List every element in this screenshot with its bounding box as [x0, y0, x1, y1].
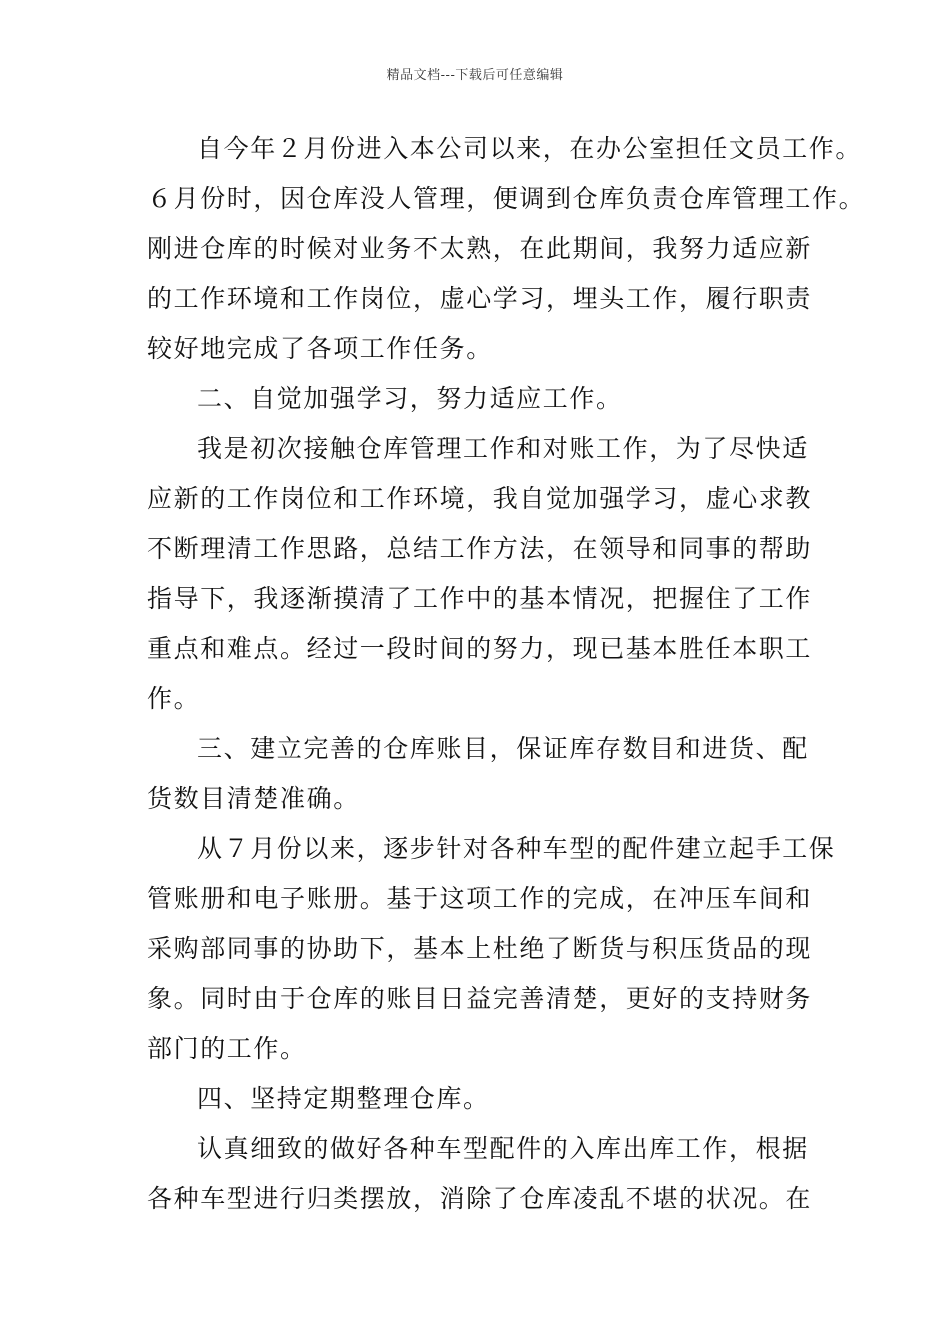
text-line: ６月份时，因仓库没人管理，便调到仓库负责仓库管理工作。 — [147, 184, 866, 213]
text-line: 我是初次接触仓库管理工作和对账工作，为了尽快适 — [197, 434, 809, 463]
text-line: 刚进仓库的时候对业务不太熟，在此期间，我努力适应新 — [147, 234, 813, 263]
text-line: 作。 — [147, 684, 201, 713]
text-line: 指导下，我逐渐摸清了工作中的基本情况，把握住了工作 — [147, 584, 813, 613]
document-body — [147, 124, 866, 1224]
section-heading: 二、自觉加强学习，努力适应工作。 — [197, 384, 623, 413]
text-line: 应新的工作岗位和工作环境，我自觉加强学习，虚心求教 — [147, 484, 813, 513]
text-line: 采购部同事的协助下，基本上杜绝了断货与积压货品的现 — [147, 934, 813, 963]
text-line: 的工作环境和工作岗位，虚心学习，埋头工作，履行职责 — [147, 284, 813, 313]
text-line: 较好地完成了各项工作任务。 — [147, 334, 493, 363]
text-line: 重点和难点。经过一段时间的努力，现已基本胜任本职工 — [147, 634, 813, 663]
section-heading: 三、建立完善的仓库账目，保证库存数目和进货、配 — [197, 734, 809, 763]
text-line: 认真细致的做好各种车型配件的入库出库工作，根据 — [197, 1134, 809, 1163]
text-line: 管账册和电子账册。基于这项工作的完成，在冲压车间和 — [147, 884, 813, 913]
page-header: 精品文档---下载后可任意编辑 — [386, 68, 564, 83]
section-heading: 货数目清楚准确。 — [147, 784, 360, 813]
text-line: 部门的工作。 — [147, 1034, 307, 1063]
text-line: 从７月份以来，逐步针对各种车型的配件建立起手工保 — [197, 834, 836, 863]
text-line: 不断理清工作思路，总结工作方法，在领导和同事的帮助 — [147, 534, 813, 563]
section-heading: 四、坚持定期整理仓库。 — [197, 1084, 490, 1113]
text-line: 各种车型进行归类摆放，消除了仓库凌乱不堪的状况。在 — [147, 1184, 813, 1213]
text-line: 自今年２月份进入本公司以来，在办公室担任文员工作。 — [197, 134, 863, 163]
text-line: 象。同时由于仓库的账目日益完善清楚，更好的支持财务 — [147, 984, 813, 1013]
